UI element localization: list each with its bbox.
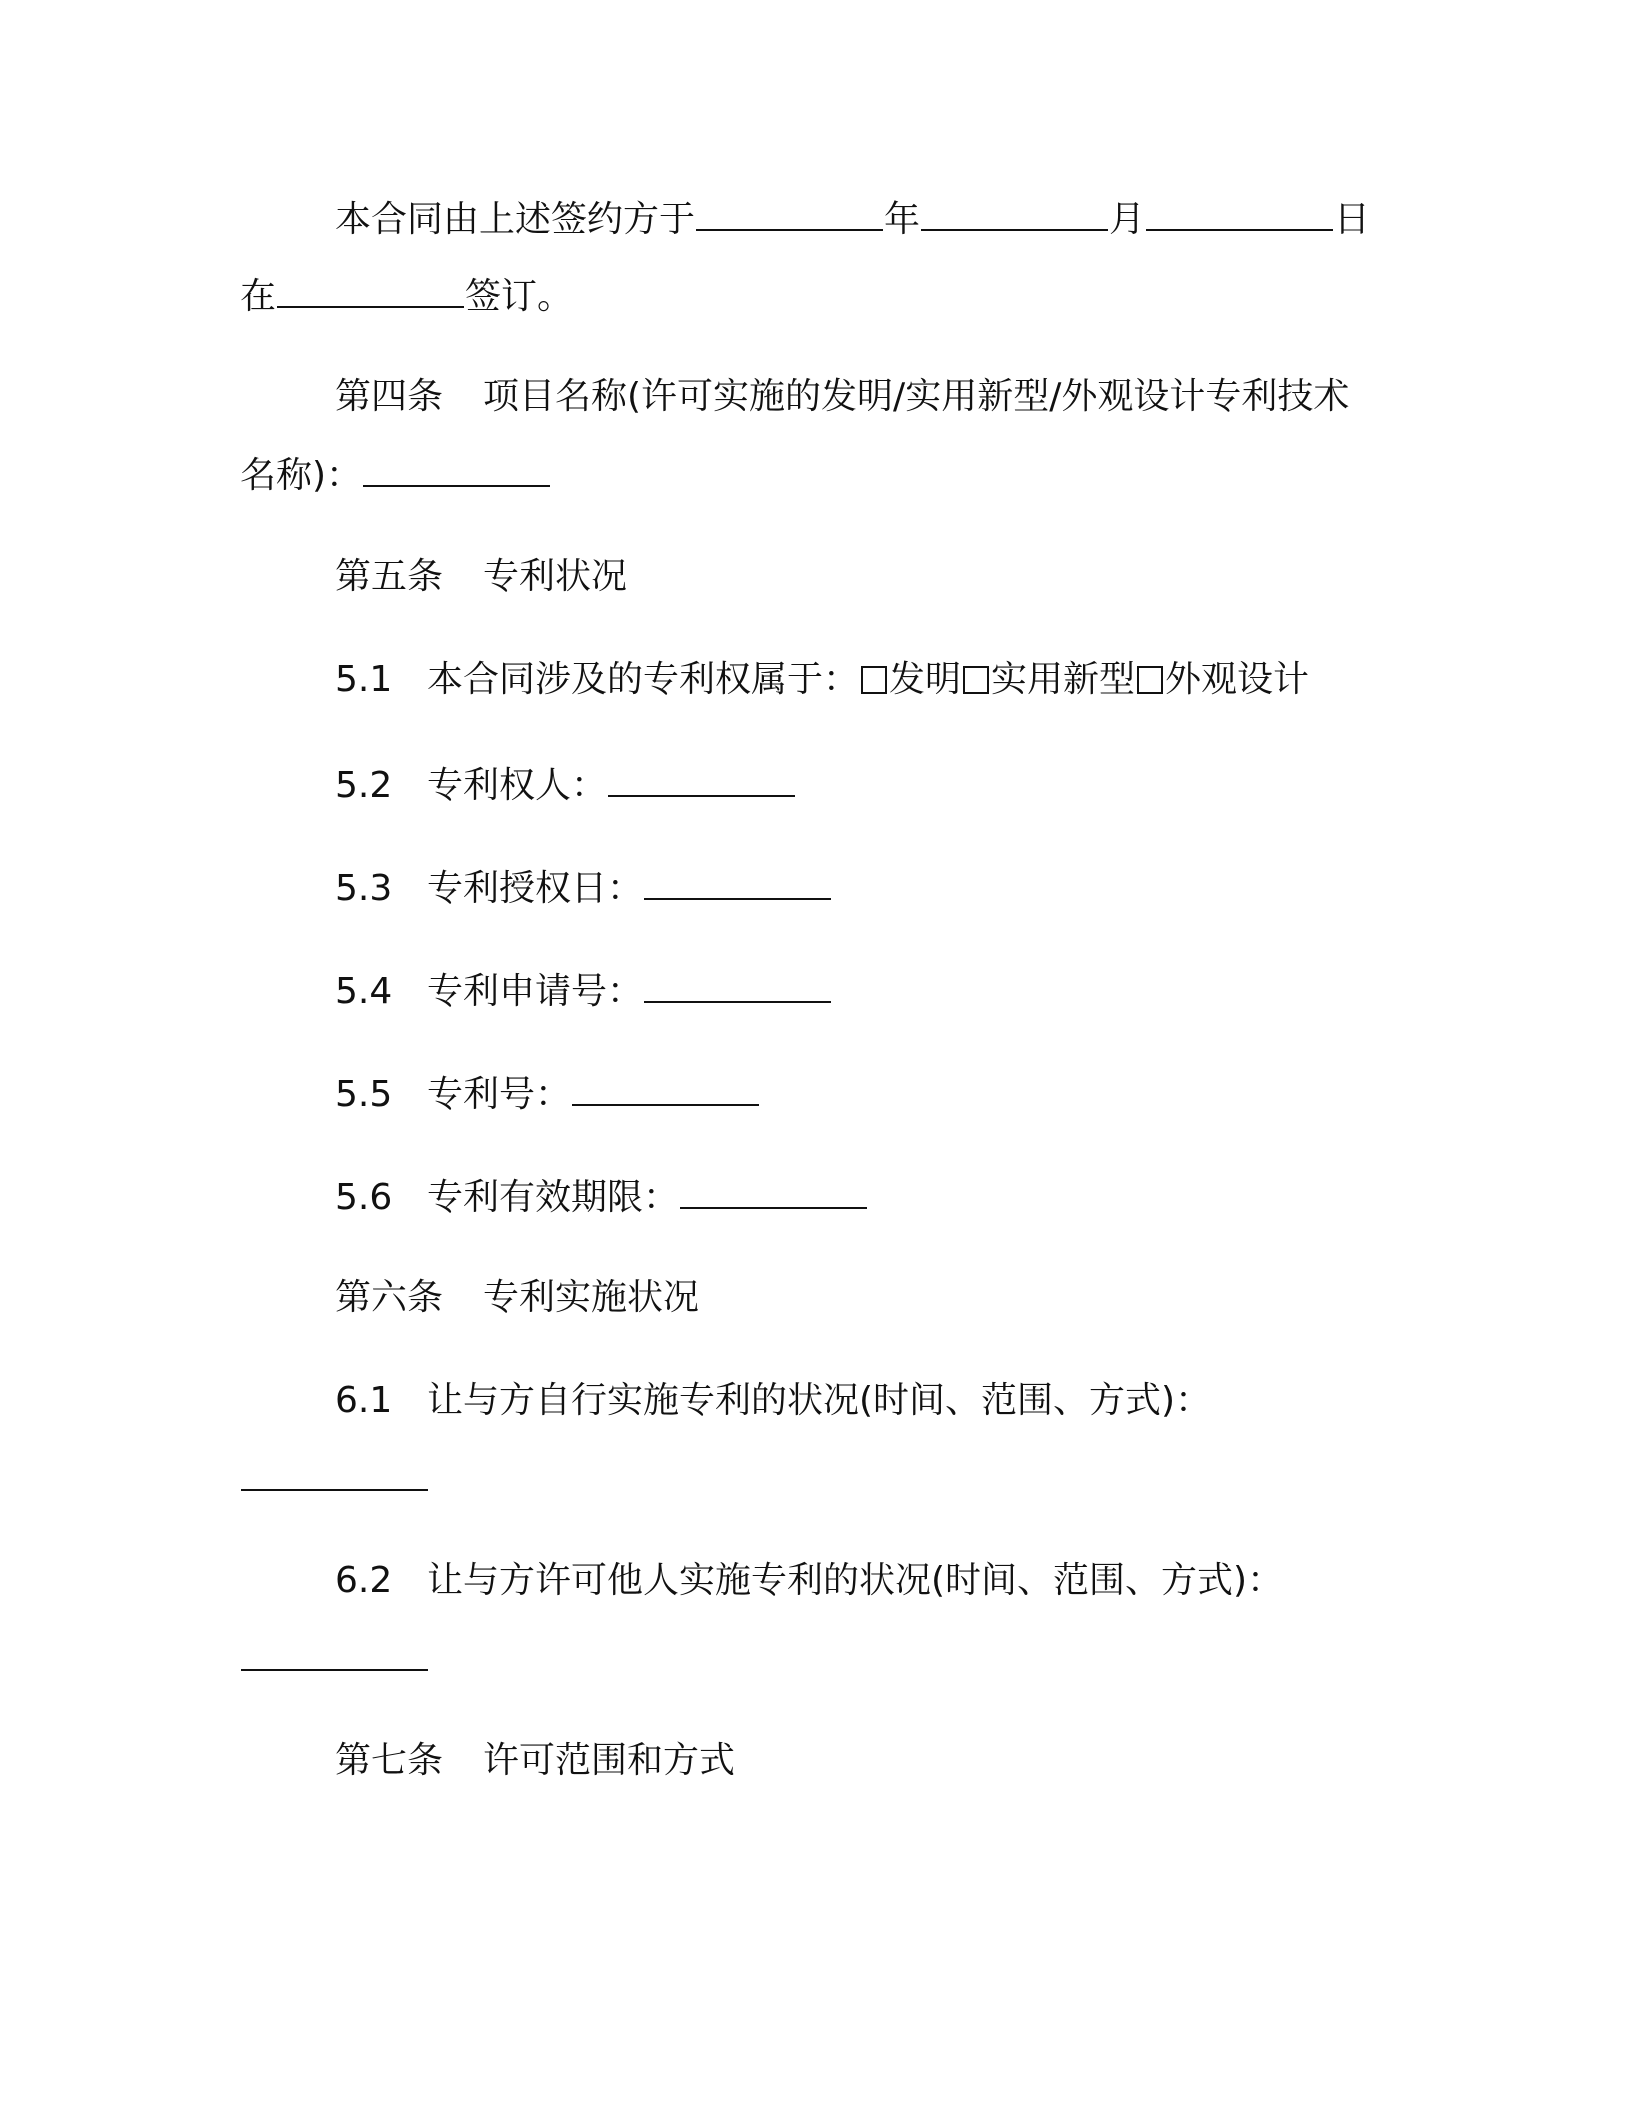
at-label: 在: [240, 276, 277, 317]
clause-5-6: [335, 1171, 868, 1222]
article4-title-cont: 名称)：: [240, 455, 363, 496]
article5-heading-line: [335, 553, 627, 601]
clause-label: 专利申请号：: [427, 971, 644, 1012]
intro-text: 本合同由上述签约方于: [335, 199, 696, 240]
clause-label: 专利号：: [427, 1074, 572, 1115]
validity-period-blank: [680, 1171, 867, 1209]
article6-heading: 第六条: [335, 1277, 444, 1318]
option-invention: 发明: [889, 659, 962, 700]
checkbox-invention[interactable]: [861, 666, 887, 694]
patent-number-blank: [572, 1068, 759, 1106]
clause-label: 专利有效期限：: [427, 1177, 680, 1218]
article4-line-2: [240, 449, 551, 500]
clause-label: 本合同涉及的专利权属于：: [427, 659, 860, 700]
clause-label: 专利授权日：: [427, 868, 644, 909]
article4-line-1: [335, 373, 1349, 421]
clause-5-3: [335, 862, 832, 913]
project-name-blank: [363, 449, 550, 487]
article6-title: 专利实施状况: [483, 1277, 700, 1318]
clause-6-2-blank-line: [240, 1633, 429, 1684]
clause-5-2: [335, 759, 796, 810]
article7-title: 许可范围和方式: [483, 1740, 736, 1781]
place-blank: [277, 270, 464, 308]
clause-number: 5.2: [335, 765, 393, 806]
patentee-blank: [608, 759, 795, 797]
self-implementation-blank: [241, 1453, 428, 1491]
clause-6-1: [335, 1377, 1211, 1425]
clause-number: 6.1: [335, 1380, 393, 1421]
option-utility-model: 实用新型: [991, 659, 1136, 700]
option-design: 外观设计: [1165, 659, 1310, 700]
clause-5-5: [335, 1068, 760, 1119]
intro-line-2: [240, 270, 573, 321]
article4-title: 项目名称(许可实施的发明/实用新型/外观设计专利技术: [483, 376, 1350, 417]
clause-label: 让与方自行实施专利的状况(时间、范围、方式)：: [427, 1380, 1212, 1421]
clause-5-1: [335, 656, 1309, 704]
clause-number: 5.6: [335, 1177, 393, 1218]
intro-line-1: [335, 193, 1370, 244]
application-number-blank: [644, 965, 831, 1003]
licensing-others-blank: [241, 1633, 428, 1671]
checkbox-design[interactable]: [1137, 666, 1163, 694]
month-blank: [921, 193, 1108, 231]
article5-heading: 第五条: [335, 556, 444, 597]
article7-heading-line: [335, 1737, 735, 1785]
clause-number: 6.2: [335, 1560, 393, 1601]
clause-number: 5.3: [335, 868, 393, 909]
clause-label: 专利权人：: [427, 765, 608, 806]
article7-heading: 第七条: [335, 1740, 444, 1781]
article5-title: 专利状况: [483, 556, 628, 597]
day-blank: [1146, 193, 1333, 231]
clause-number: 5.4: [335, 971, 393, 1012]
clause-number: 5.5: [335, 1074, 393, 1115]
clause-5-4: [335, 965, 832, 1016]
checkbox-utility-model[interactable]: [963, 666, 989, 694]
day-label: 日: [1334, 199, 1371, 240]
year-blank: [696, 193, 883, 231]
clause-number: 5.1: [335, 659, 393, 700]
article4-heading: 第四条: [335, 376, 444, 417]
clause-6-1-blank-line: [240, 1453, 429, 1504]
month-label: 月: [1109, 199, 1146, 240]
signed-label: 签订。: [465, 276, 574, 317]
grant-date-blank: [644, 862, 831, 900]
clause-6-2: [335, 1557, 1283, 1605]
year-label: 年: [884, 199, 921, 240]
article6-heading-line: [335, 1274, 699, 1322]
clause-label: 让与方许可他人实施专利的状况(时间、范围、方式)：: [427, 1560, 1284, 1601]
